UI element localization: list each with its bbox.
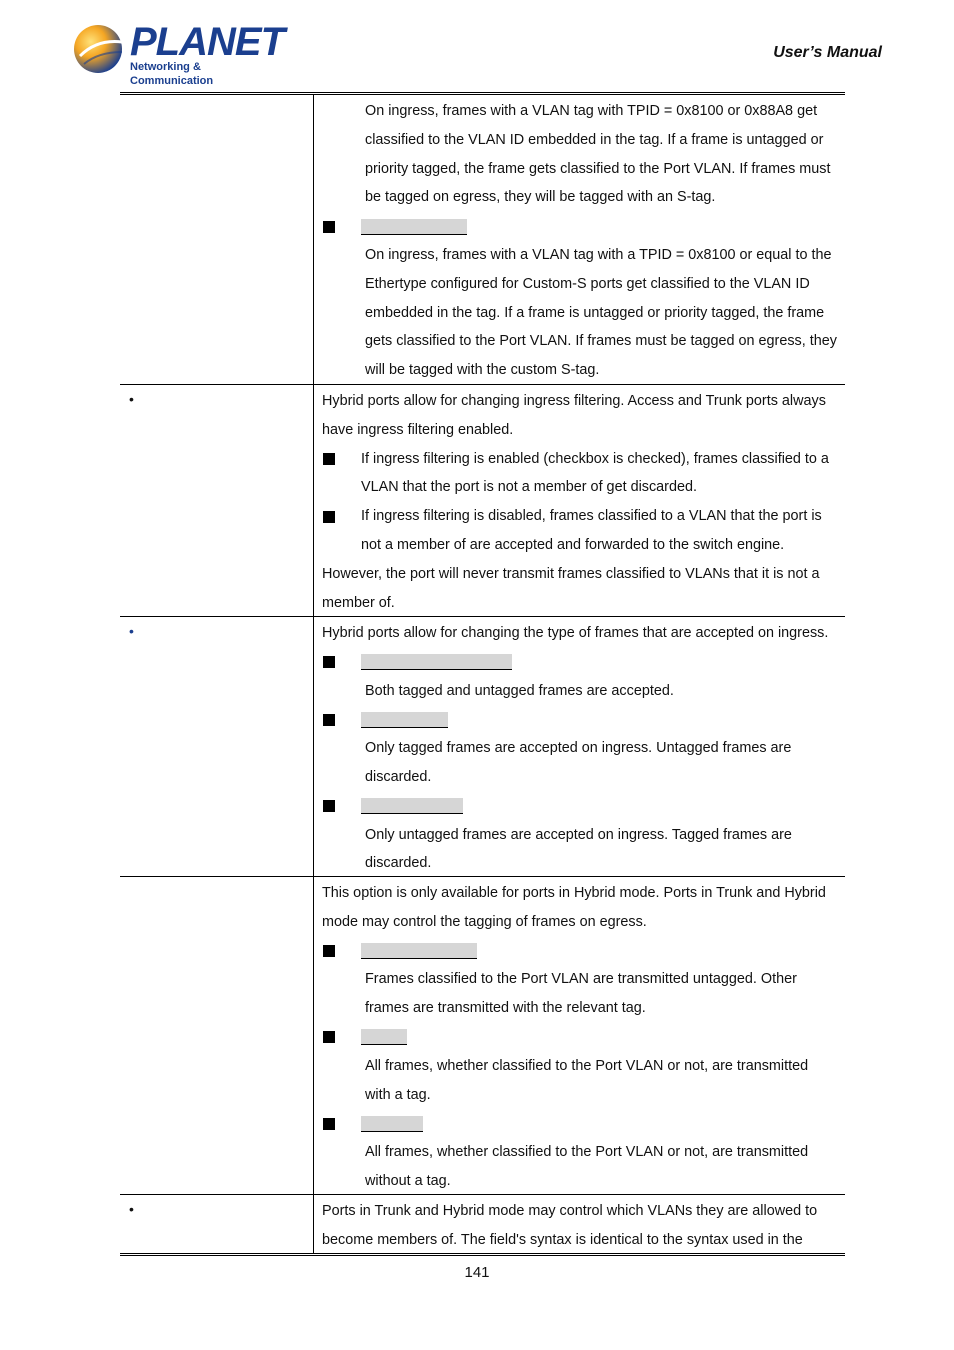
option-text: All frames, whether classified to the Port VLAN or not, are transmitted <box>365 1057 809 1074</box>
logo-wordmark: PLANET <box>130 20 284 64</box>
option-text: be tagged on egress, they will be tagged with an S-tag. <box>365 189 716 206</box>
square-bullet-icon <box>323 221 335 233</box>
description-text: member of. <box>322 594 395 611</box>
page-number: 141 <box>464 1264 490 1281</box>
square-bullet-icon <box>323 945 335 957</box>
list-item <box>322 502 837 531</box>
list-item-text: If ingress filtering is enabled (checkbox is checked), frames classified to a <box>361 450 829 467</box>
redacted-label <box>361 1029 407 1045</box>
table-row <box>120 617 845 877</box>
square-bullet-icon <box>323 714 335 726</box>
option-text: without a tag. <box>365 1172 451 1189</box>
option-text: Only untagged frames are accepted on ingress. Tagged frames are <box>365 826 792 843</box>
description-cell <box>314 95 845 384</box>
redacted-label <box>361 219 467 235</box>
redacted-label <box>361 1116 423 1132</box>
redacted-label <box>361 798 463 814</box>
option-heading <box>322 212 837 241</box>
description-cell <box>314 1195 845 1253</box>
option-text: classified to the VLAN ID embedded in the tag. If a frame is untagged or <box>365 131 824 148</box>
list-item-text: If ingress filtering is disabled, frames classified to a VLAN that the port is <box>361 508 822 525</box>
bullet-icon: • <box>129 623 134 639</box>
description-text: Hybrid ports allow for changing ingress filtering. Access and Trunk ports always <box>322 393 826 409</box>
list-item-text: not a member of are accepted and forwarded to the switch engine. <box>361 536 785 553</box>
option-text: discarded. <box>365 855 432 872</box>
option-text: Ethertype configured for Custom-S ports get classified to the VLAN ID <box>365 275 810 292</box>
description-text: Hybrid ports allow for changing the type of frames that are accepted on ingress. <box>322 625 829 641</box>
square-bullet-icon <box>323 511 335 523</box>
description-text: Ports in Trunk and Hybrid mode may control which VLANs they are allowed to <box>322 1203 818 1219</box>
parameter-cell <box>120 1195 314 1253</box>
option-text: Only tagged frames are accepted on ingress. Untagged frames are <box>365 740 792 757</box>
option-text: will be tagged with the custom S-tag. <box>365 362 600 379</box>
option-heading <box>322 792 837 821</box>
square-bullet-icon <box>323 800 335 812</box>
option-text: All frames, whether classified to the Port VLAN or not, are transmitted <box>365 1144 809 1161</box>
option-heading <box>322 1023 837 1052</box>
table-row <box>120 1195 845 1253</box>
square-bullet-icon <box>323 1118 335 1130</box>
option-text: discarded. <box>365 768 432 785</box>
option-text: embedded in the tag. If a frame is untagged or priority tagged, the frame <box>365 304 825 321</box>
globe-icon <box>72 22 126 76</box>
option-text: On ingress, frames with a VLAN tag with a TPID = 0x8100 or equal to the <box>365 246 832 263</box>
option-heading <box>322 937 837 966</box>
parameter-cell <box>120 617 314 876</box>
parameter-table <box>120 92 845 1256</box>
description-text: mode may control the tagging of frames on egress. <box>322 913 647 930</box>
redacted-label <box>361 943 477 959</box>
square-bullet-icon <box>323 1031 335 1043</box>
table-row <box>120 877 845 1195</box>
table-row <box>120 385 845 617</box>
description-text: become members of. The field's syntax is identical to the syntax used in the <box>322 1231 803 1248</box>
parameter-cell <box>120 877 314 1194</box>
option-text: Frames classified to the Port VLAN are transmitted untagged. Other <box>365 971 797 988</box>
description-text: However, the port will never transmit frames classified to VLANs that it is not a <box>322 565 820 582</box>
redacted-label <box>361 654 512 670</box>
option-text: gets classified to the Port VLAN. If frames must be tagged on egress, they <box>365 333 837 350</box>
bullet-icon: • <box>129 1201 134 1217</box>
square-bullet-icon <box>323 453 335 465</box>
table-row <box>120 95 845 385</box>
logo-tagline: Networking & Communication <box>130 61 214 87</box>
list-item <box>322 445 837 474</box>
option-heading <box>322 705 837 734</box>
description-cell <box>314 877 845 1194</box>
bullet-icon: • <box>129 391 134 407</box>
description-text: This option is only available for ports in Hybrid mode. Ports in Trunk and Hybrid <box>322 885 826 901</box>
description-text: have ingress filtering enabled. <box>322 421 514 438</box>
redacted-label <box>361 712 448 728</box>
description-cell <box>314 385 845 616</box>
square-bullet-icon <box>323 656 335 668</box>
planet-logo <box>72 20 284 87</box>
manual-title: User’s Manual <box>773 44 882 61</box>
option-heading <box>322 648 837 677</box>
option-heading <box>322 1109 837 1138</box>
option-text: On ingress, frames with a VLAN tag with TPID = 0x8100 or 0x88A8 get <box>365 103 818 119</box>
list-item-text: VLAN that the port is not a member of get discarded. <box>361 479 697 496</box>
option-text: with a tag. <box>365 1086 431 1103</box>
description-cell <box>314 617 845 876</box>
option-text: Both tagged and untagged frames are accepted. <box>365 682 674 699</box>
option-text: priority tagged, the frame gets classified to the Port VLAN. If frames must <box>365 160 831 177</box>
parameter-cell <box>120 95 314 384</box>
parameter-cell <box>120 385 314 616</box>
option-text: frames are transmitted with the relevant tag. <box>365 1000 646 1017</box>
